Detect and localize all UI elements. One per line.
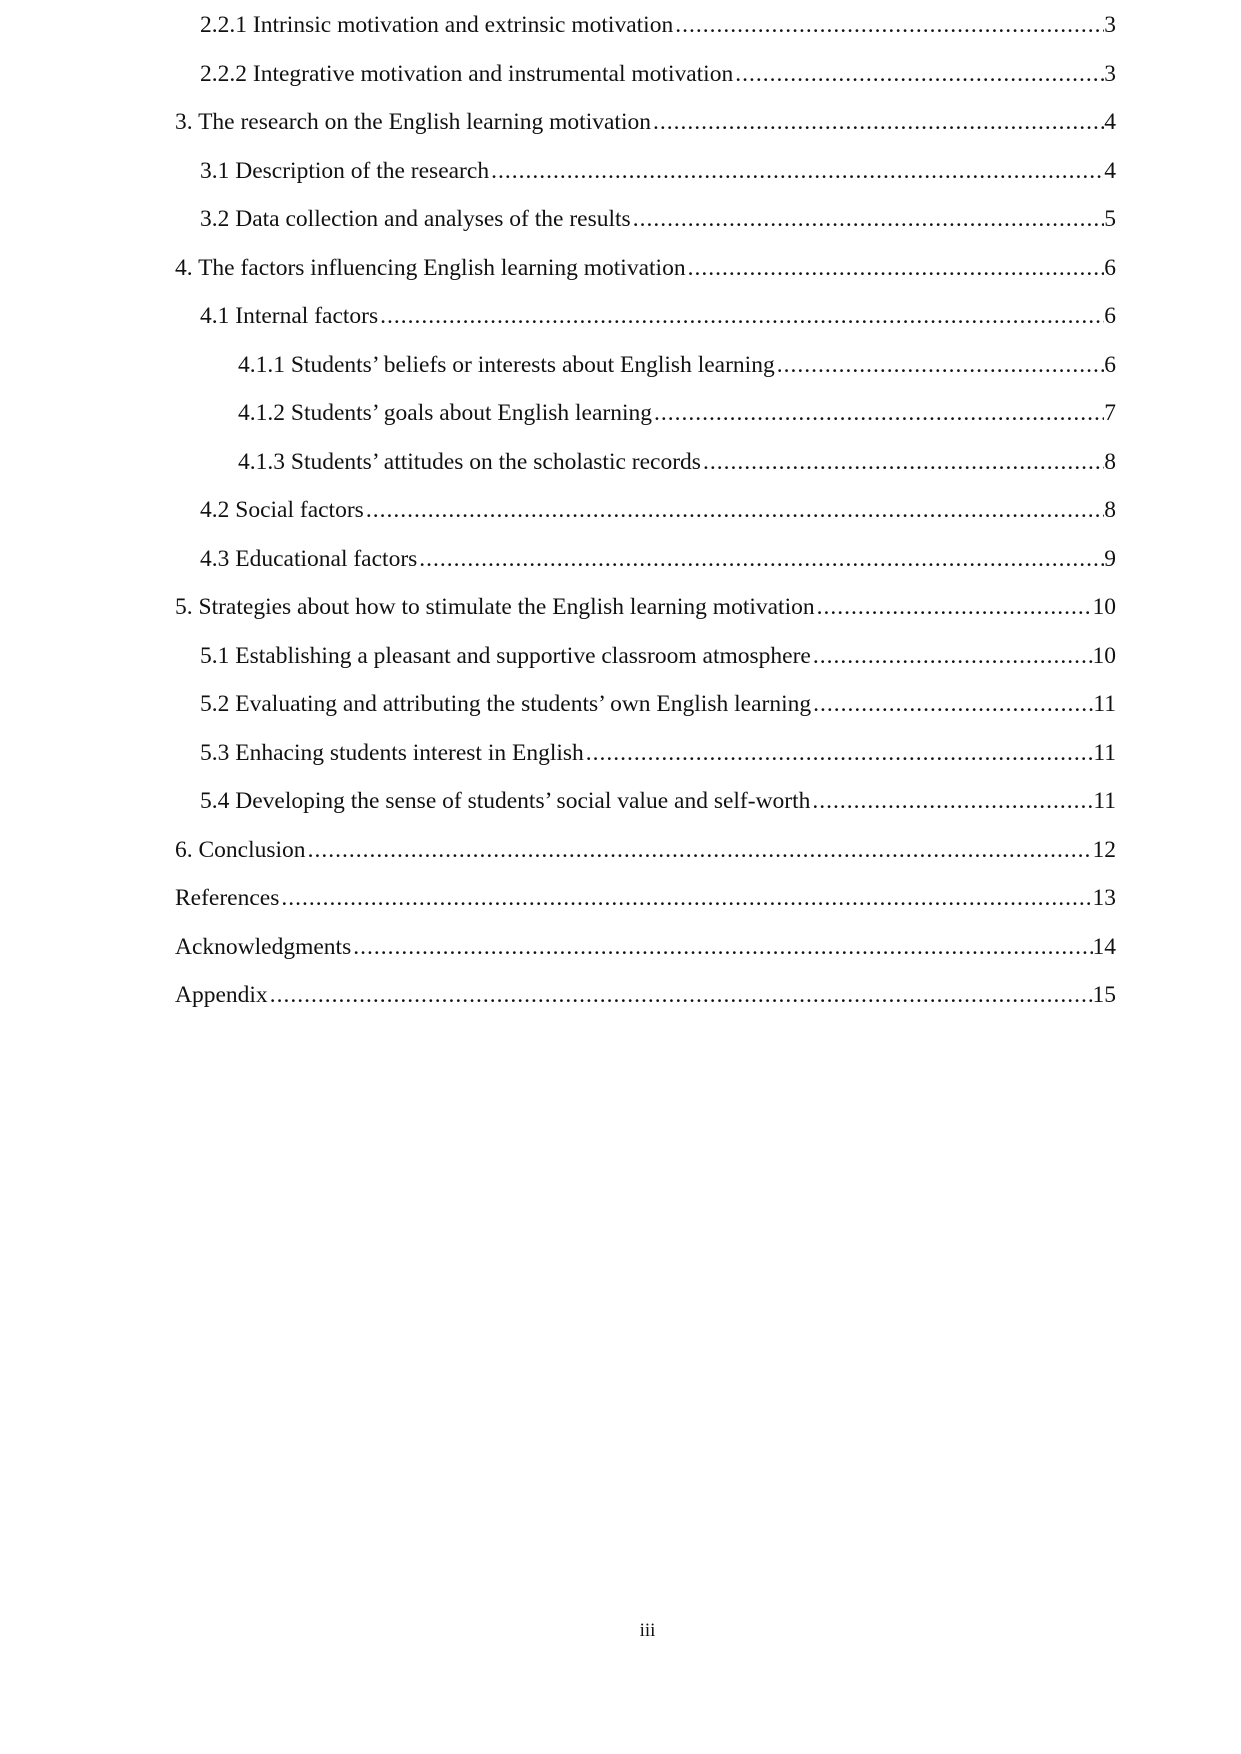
toc-entry-title: 4.1.1 Students’ beliefs or interests about English learning [238,352,775,378]
toc-dot-leader [366,495,1104,525]
toc-entry-5-1[interactable] [200,641,1116,671]
toc-entry-4-1-3[interactable] [238,447,1116,477]
toc-entry-6[interactable] [175,835,1116,865]
toc-entry-4-3[interactable] [200,544,1116,574]
toc-entry-3-2[interactable] [200,204,1116,234]
toc-page-number: 15 [1092,982,1116,1008]
toc-dot-leader [633,204,1105,234]
page-number: iii [639,1620,656,1641]
toc-page-number: 11 [1093,691,1116,717]
toc-entry-4-2[interactable] [200,495,1116,525]
toc-dot-leader [703,447,1104,477]
toc-entry-title: 2.2.1 Intrinsic motivation and extrinsic motivation [200,12,674,38]
toc-entry-title: 5.2 Evaluating and attributing the students’ own English learning [200,691,812,717]
toc-entry-4-1-2[interactable] [238,398,1116,428]
toc-dot-leader [813,689,1093,719]
toc-dot-leader [586,738,1094,768]
toc-page-number: 6 [1104,352,1116,378]
toc-entry-4-1-1[interactable] [238,350,1116,380]
toc-entry-5-2[interactable] [200,689,1116,719]
toc-page-number: 8 [1104,449,1116,475]
toc-page-number: 14 [1092,934,1116,960]
toc-entry-title: 4.1 Internal factors [200,303,379,329]
toc-page-number: 5 [1104,206,1116,232]
toc-entry-title: 4.3 Educational factors [200,546,418,572]
toc-entry-title: 3.2 Data collection and analyses of the results [200,206,631,232]
toc-entry-3[interactable] [175,107,1116,137]
toc-entry-2-2-1[interactable] [200,10,1116,40]
toc-entry-5-3[interactable] [200,738,1116,768]
toc-dot-leader [281,883,1092,913]
toc-entry-5[interactable] [175,592,1116,622]
toc-entry-title: Acknowledgments [175,934,352,960]
toc-dot-leader [654,398,1104,428]
toc-dot-leader [688,253,1105,283]
toc-dot-leader [813,641,1093,671]
toc-entry-title: 4.1.3 Students’ attitudes on the scholastic records [238,449,701,475]
toc-dot-leader [419,544,1104,574]
toc-entry-3-1[interactable] [200,156,1116,186]
toc-dot-leader [491,156,1104,186]
toc-page-number: 6 [1104,303,1116,329]
toc-entry-title: 3. The research on the English learning motivation [175,109,651,135]
toc-entry-title: Appendix [175,982,268,1008]
toc-entry-references[interactable] [175,883,1116,913]
toc-entry-2-2-2[interactable] [200,59,1116,89]
toc-entry-5-4[interactable] [200,786,1116,816]
toc-entry-acknowledgments[interactable] [175,932,1116,962]
toc-dot-leader [308,835,1093,865]
toc-entry-title: 5.4 Developing the sense of students’ social value and self-worth [200,788,811,814]
toc-dot-leader [812,786,1093,816]
toc-page-number: 7 [1104,400,1116,426]
toc-entry-appendix[interactable] [175,980,1116,1010]
toc-entry-title: 5.1 Establishing a pleasant and supportive classroom atmosphere [200,643,811,669]
toc-dot-leader [653,107,1104,137]
toc-page-number: 13 [1092,885,1116,911]
toc-dot-leader [777,350,1105,380]
toc-entry-title: 2.2.2 Integrative motivation and instrumental motivation [200,61,734,87]
toc-page-number: 9 [1104,546,1116,572]
toc-page-number: 4 [1104,158,1116,184]
toc-dot-leader [270,980,1093,1010]
toc-entry-title: 4. The factors influencing English learning motivation [175,255,686,281]
toc-page-number: 4 [1104,109,1116,135]
toc-page-number: 8 [1104,497,1116,523]
toc-entry-4-1[interactable] [200,301,1116,331]
toc-page-number: 3 [1104,12,1116,38]
toc-dot-leader [675,10,1104,40]
toc-entry-title: References [175,885,280,911]
toc-entry-title: 3.1 Description of the research [200,158,490,184]
toc-page-number: 6 [1104,255,1116,281]
toc-entry-title: 6. Conclusion [175,837,306,863]
toc-dot-leader [817,592,1093,622]
toc-entry-title: 5.3 Enhacing students interest in English [200,740,584,766]
toc-page-number: 11 [1093,740,1116,766]
toc-entry-title: 4.2 Social factors [200,497,364,523]
toc-entry-title: 5. Strategies about how to stimulate the English learning motivation [175,594,815,620]
toc-page-number: 11 [1093,788,1116,814]
toc-page-number: 12 [1092,837,1116,863]
toc-dot-leader [380,301,1104,331]
toc-entry-4[interactable] [175,253,1116,283]
toc-page-number: 3 [1104,61,1116,87]
toc-entry-title: 4.1.2 Students’ goals about English learning [238,400,653,426]
toc-page-number: 10 [1092,643,1116,669]
toc-page-number: 10 [1092,594,1116,620]
toc-dot-leader [353,932,1092,962]
toc-dot-leader [735,59,1104,89]
